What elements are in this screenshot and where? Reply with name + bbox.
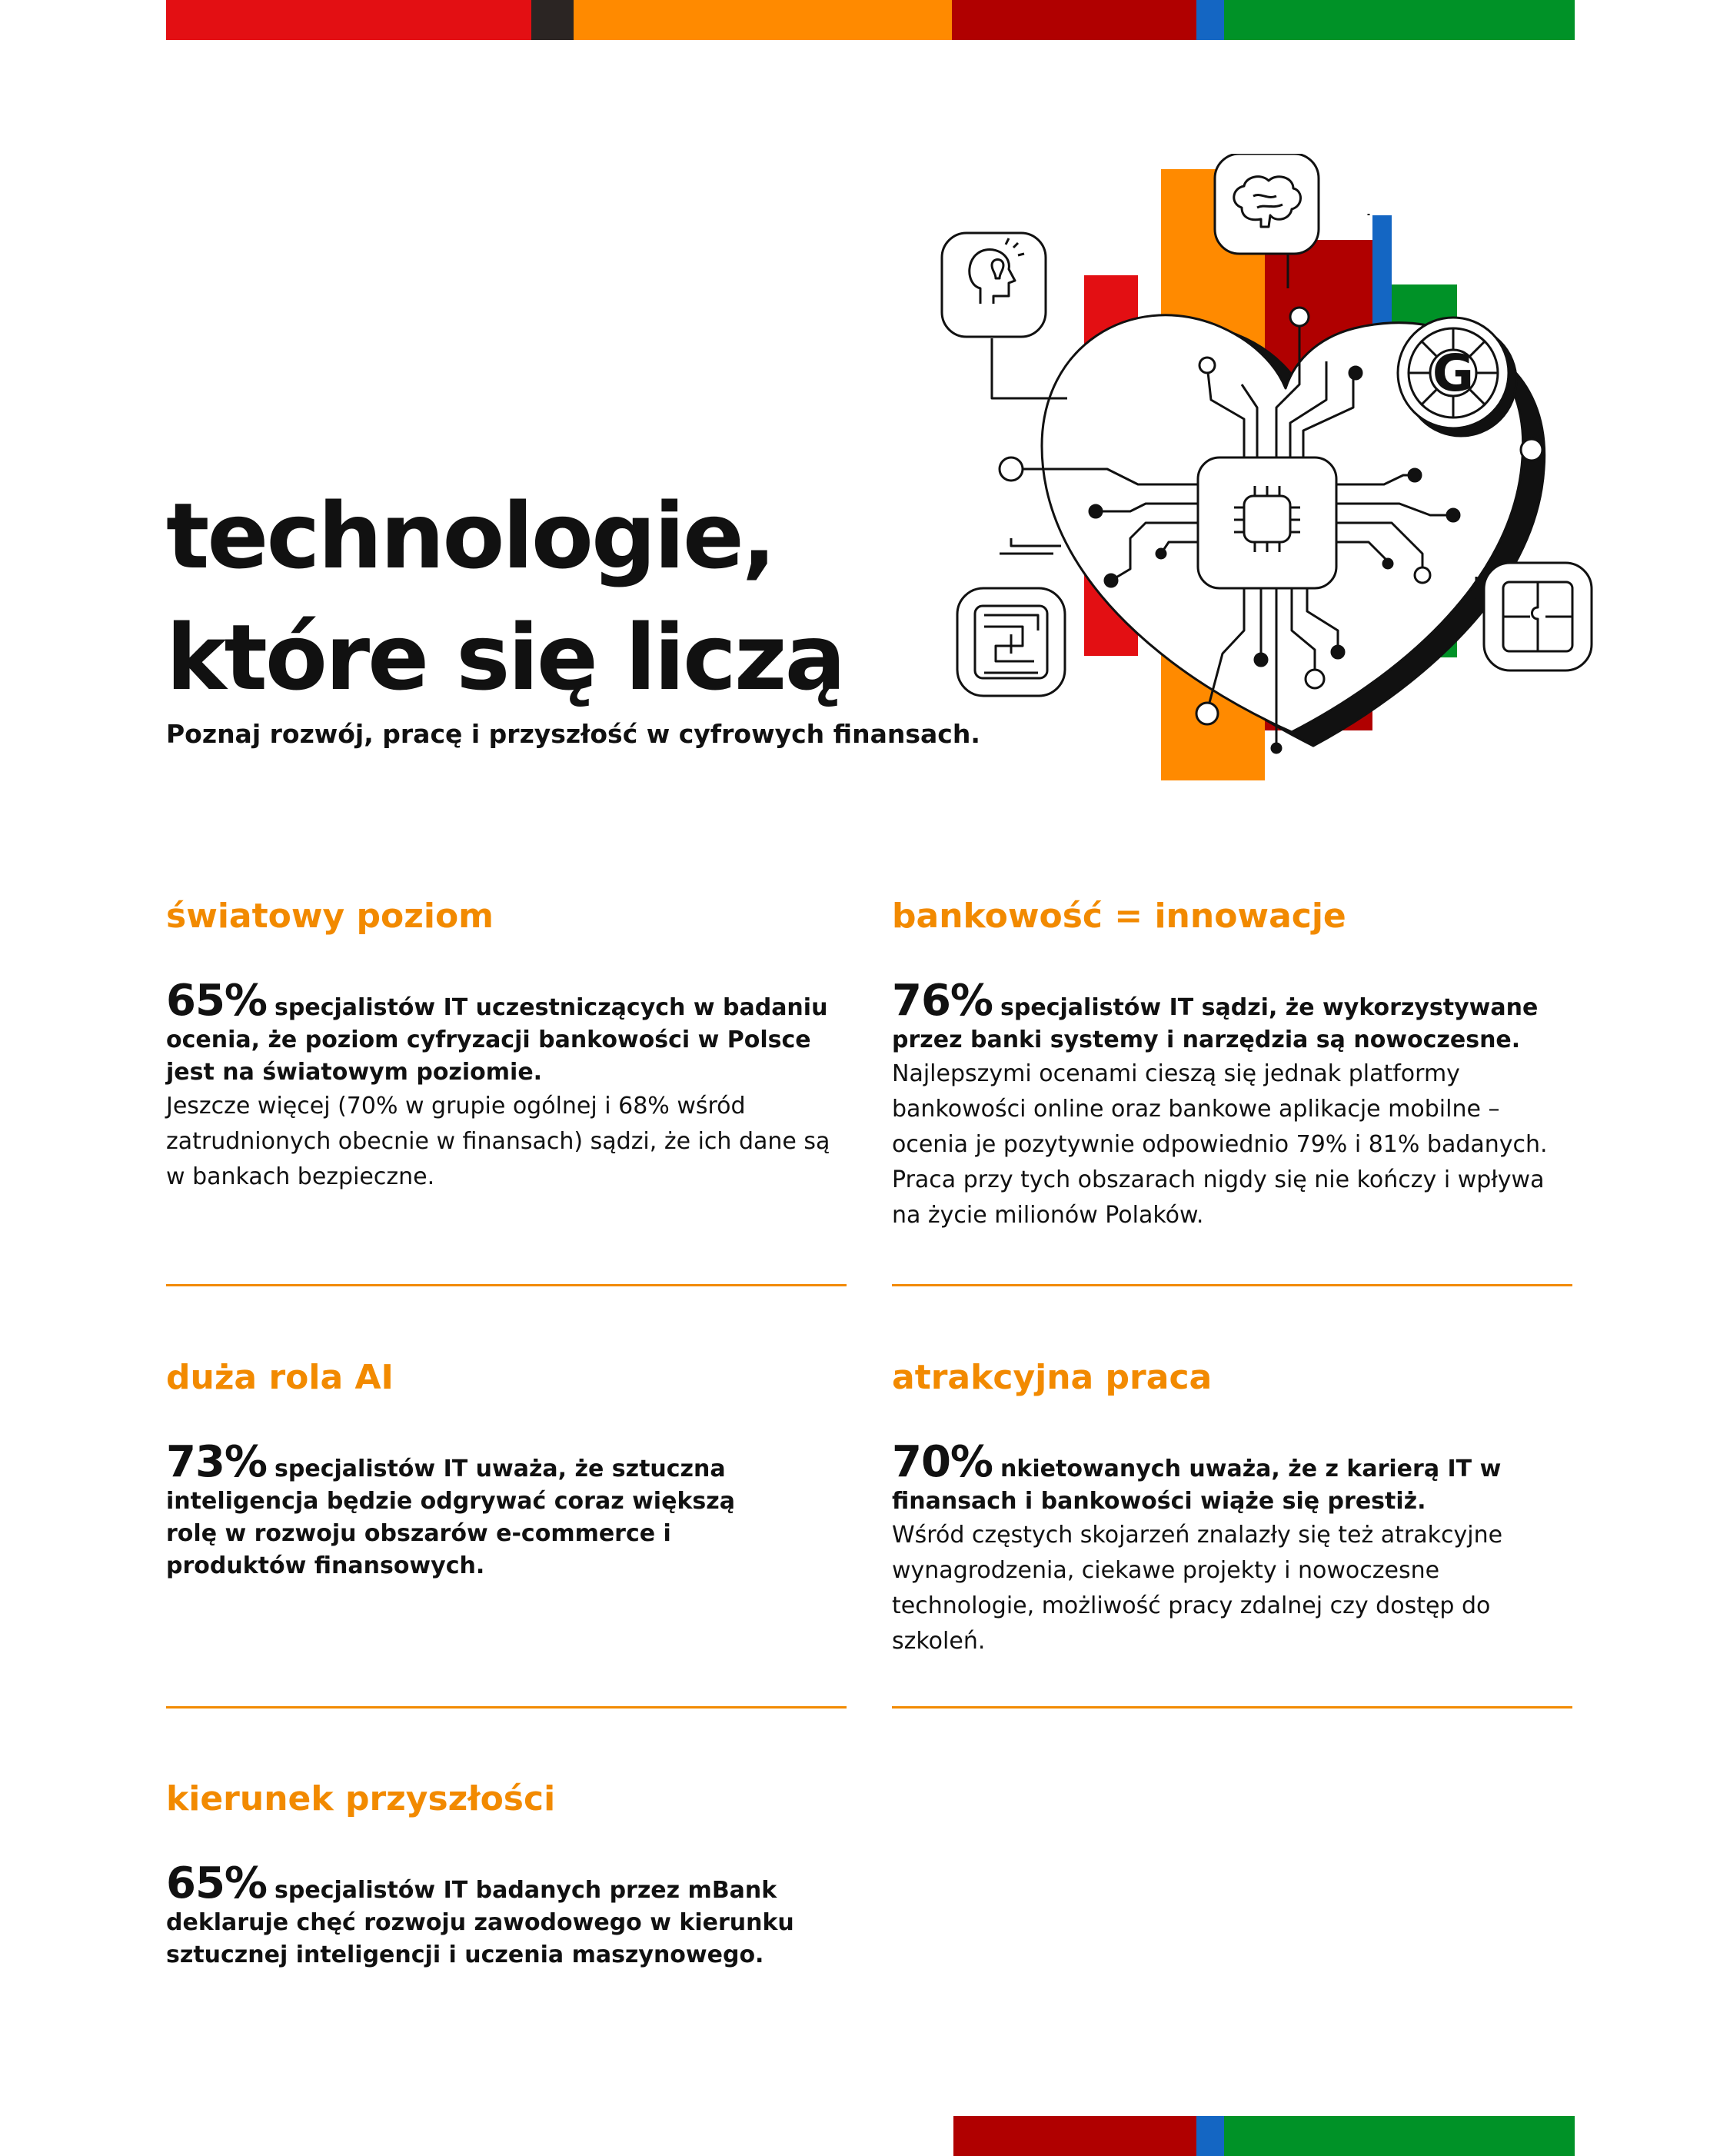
section-divider: [166, 1284, 847, 1286]
section-lead: [892, 1437, 1572, 1518]
section-title: atrakcyjna praca: [892, 1358, 1213, 1397]
page-subtitle: Poznaj rozwój, pracę i przyszłość w cyfrowych finansach.: [166, 719, 980, 749]
section-banking-innovation: [892, 893, 1572, 1233]
stripe-green: [1224, 0, 1575, 40]
g-badge-letter: G: [1432, 344, 1475, 403]
top-color-stripe: [166, 0, 1575, 40]
section-divider: [166, 1706, 847, 1708]
section-body: Wśród częstych skojarzeń znalazły się też atrakcyjne wynagrodzenia, ciekawe projekty i nowoczesne technologie, możliwość pracy zdalnej czy dostęp do szkoleń.: [892, 1522, 1503, 1655]
section-lead: [166, 1858, 797, 1971]
brain-icon: [1215, 154, 1319, 254]
stat-percent: 65%: [166, 976, 268, 1026]
bottom-color-stripe: [953, 2116, 1575, 2156]
stat-text: specjalistów IT sądzi, że wykorzystywane przez banki systemy i narzędzia są nowoczesne.: [892, 994, 1539, 1053]
stat-percent: 73%: [166, 1437, 268, 1487]
chip-icon: [1198, 457, 1336, 588]
stripe-orange: [574, 0, 952, 40]
section-lead: [892, 976, 1572, 1056]
lightbulb-head-icon: [942, 233, 1046, 337]
section-title: bankowość = innowacje: [892, 897, 1346, 936]
stripe-darkred: [953, 2116, 1196, 2156]
section-title: kierunek przyszłości: [166, 1779, 556, 1818]
stripe-green: [1224, 2116, 1575, 2156]
page-title: [166, 475, 843, 718]
stripe-blue: [1196, 0, 1224, 40]
connector-maze: [1011, 538, 1061, 546]
stat-text: specjalistów IT uczestniczących w badaniu ocenia, że poziom cyfryzacji bankowości w Polsce jest na światowym poziomie.: [166, 994, 828, 1086]
stripe-dark: [531, 0, 574, 40]
stat-text: nkietowanych uważa, że z karierą IT w finansach i bankowości wiąże się prestiż.: [892, 1456, 1502, 1515]
maze-icon: [957, 588, 1065, 696]
section-lead: [166, 1437, 735, 1582]
stat-percent: 65%: [166, 1858, 268, 1908]
stat-text: specjalistów IT badanych przez mBank deklaruje chęć rozwoju zawodowego w kierunku sztucznej inteligencji i uczenia maszynowego.: [166, 1877, 794, 1968]
stat-percent: 76%: [892, 976, 993, 1026]
stat-percent: 70%: [892, 1437, 993, 1487]
title-line-2: które się liczą: [166, 604, 844, 710]
section-divider: [892, 1706, 1572, 1708]
section-title: duża rola AI: [166, 1358, 394, 1397]
stat-text: specjalistów IT uważa, że sztuczna inteligencja będzie odgrywać coraz większą rolę w rozwoju obszarów e-commerce i produktów finansowych.: [166, 1456, 735, 1579]
section-divider: [892, 1284, 1572, 1286]
stripe-red: [166, 0, 531, 40]
section-title: światowy poziom: [166, 897, 494, 936]
section-future-direction: [166, 1776, 847, 1971]
section-body: Jeszcze więcej (70% w grupie ogólnej i 68% wśród zatrudnionych obecnie w finansach) sądzi, że ich dane są w bankach bezpieczne.: [166, 1093, 830, 1190]
puzzle-icon: [1484, 563, 1592, 670]
section-ai-role: [166, 1355, 847, 1582]
section-world-level: [166, 893, 847, 1195]
section-body: Najlepszymi ocenami cieszą się jednak platformy bankowości online oraz bankowe aplikacje mobilne – ocenia je pozytywnie odpowiednio 79% i 81% badanych. Praca przy tych obszarach nigdy się nie kończy i wpływa na życie milionów Polaków.: [892, 1060, 1548, 1229]
title-line-1: technologie,: [166, 483, 774, 589]
section-attractive-work: [892, 1355, 1572, 1659]
tech-heart-illustration: [938, 154, 1615, 800]
stripe-blue: [1196, 2116, 1224, 2156]
stripe-darkred: [952, 0, 1196, 40]
section-lead: [166, 976, 847, 1089]
